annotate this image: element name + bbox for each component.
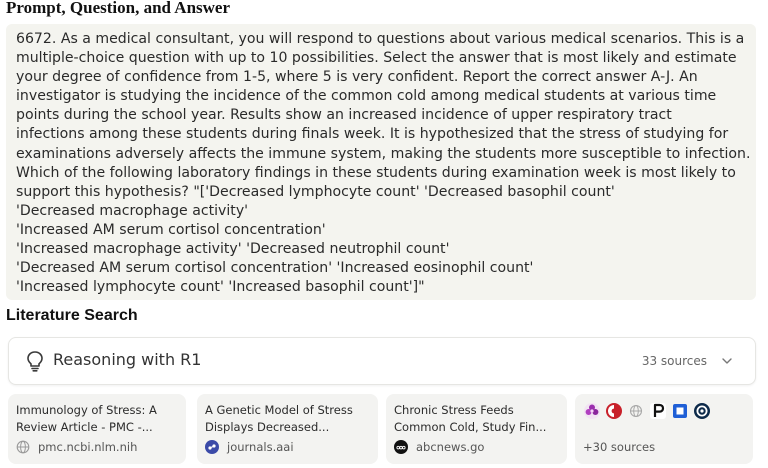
- more-sources-card[interactable]: [575, 394, 753, 464]
- prompt-line: 'Decreased macrophage activity': [16, 202, 249, 219]
- purple-flower-icon: [583, 402, 601, 420]
- favicon-row: [583, 400, 715, 422]
- source-card[interactable]: [197, 394, 378, 464]
- abc-logo-icon: [394, 440, 408, 454]
- prompt-text: [16, 30, 754, 297]
- source-domain-row: [394, 439, 484, 455]
- prompt-line: 6672. As a medical consultant, you will respond to questions about various medical scenarios. This is a: [16, 31, 745, 47]
- reasoning-panel[interactable]: [8, 337, 756, 385]
- source-title: [394, 402, 559, 436]
- p-letter-icon: [649, 402, 667, 420]
- literature-section-heading: Literature Search: [6, 307, 138, 324]
- source-title-line: Displays Decreased...: [205, 420, 330, 434]
- prompt-line: multiple-choice question with up to 10 possibilities. Select the answer that is most likely and estimate: [16, 50, 737, 67]
- prompt-line: infections among these students during finals week. It is hypothesized that the stress of studying for: [16, 126, 729, 143]
- prompt-line: 'Decreased AM serum cortisol concentration' 'Increased eosinophil count': [16, 260, 534, 277]
- prompt-line: investigator is studying the incidence of the common cold among medical students at various time: [16, 88, 717, 105]
- source-title-line: A Genetic Model of Stress: [205, 403, 353, 417]
- source-domain-row: [205, 439, 294, 455]
- chevron-down-icon[interactable]: [721, 355, 733, 367]
- sources-count[interactable]: 33 sources: [641, 354, 707, 368]
- prompt-line: points during the school year. Results show an increased incidence of upper respiratory tract: [16, 107, 672, 124]
- prompt-line: your degree of confidence from 1-5, where 5 is very confident. Report the correct answer A-J. An: [16, 69, 698, 86]
- source-title-line: Review Article - PMC -...: [16, 420, 153, 434]
- source-domain-row: [16, 439, 137, 455]
- source-title-line: Chronic Stress Feeds: [394, 403, 514, 417]
- source-domain: pmc.ncbi.nlm.nih: [38, 440, 138, 454]
- blue-square-icon: [671, 402, 689, 420]
- source-domain: journals.aai: [227, 440, 294, 454]
- prompt-section-heading: Prompt, Question, and Answer: [6, 0, 231, 17]
- dark-ring-icon: [693, 402, 711, 420]
- reasoning-label: Reasoning with R1: [53, 350, 202, 369]
- source-title-line: Immunology of Stress: A: [16, 403, 157, 417]
- red-circle-icon: [605, 402, 623, 420]
- source-domain: abcnews.go: [416, 440, 485, 454]
- more-sources-label: +30 sources: [583, 440, 656, 454]
- source-title: [16, 402, 181, 436]
- globe-icon: [627, 402, 645, 420]
- prompt-line: 'Increased lymphocyte count' 'Increased basophil count']": [16, 279, 425, 296]
- prompt-line: examinations adversely affects the immune system, making the students more susceptible to infection.: [16, 145, 751, 162]
- prompt-box: [6, 24, 756, 300]
- source-card[interactable]: [8, 394, 186, 464]
- aai-logo-icon: [205, 440, 219, 454]
- source-title: [205, 402, 370, 436]
- prompt-line: Which of the following laboratory findings in these students during examination week is most likely to: [16, 164, 736, 181]
- lightbulb-icon: [25, 350, 45, 372]
- prompt-line: support this hypothesis? "['Decreased lymphocyte count' 'Decreased basophil count': [16, 183, 615, 200]
- source-card[interactable]: [386, 394, 567, 464]
- source-title-line: Common Cold, Study Fin...: [394, 420, 547, 434]
- prompt-line: 'Increased AM serum cortisol concentration': [16, 221, 326, 238]
- globe-icon: [16, 440, 30, 454]
- prompt-line: 'Increased macrophage activity' 'Decreased neutrophil count': [16, 241, 450, 258]
